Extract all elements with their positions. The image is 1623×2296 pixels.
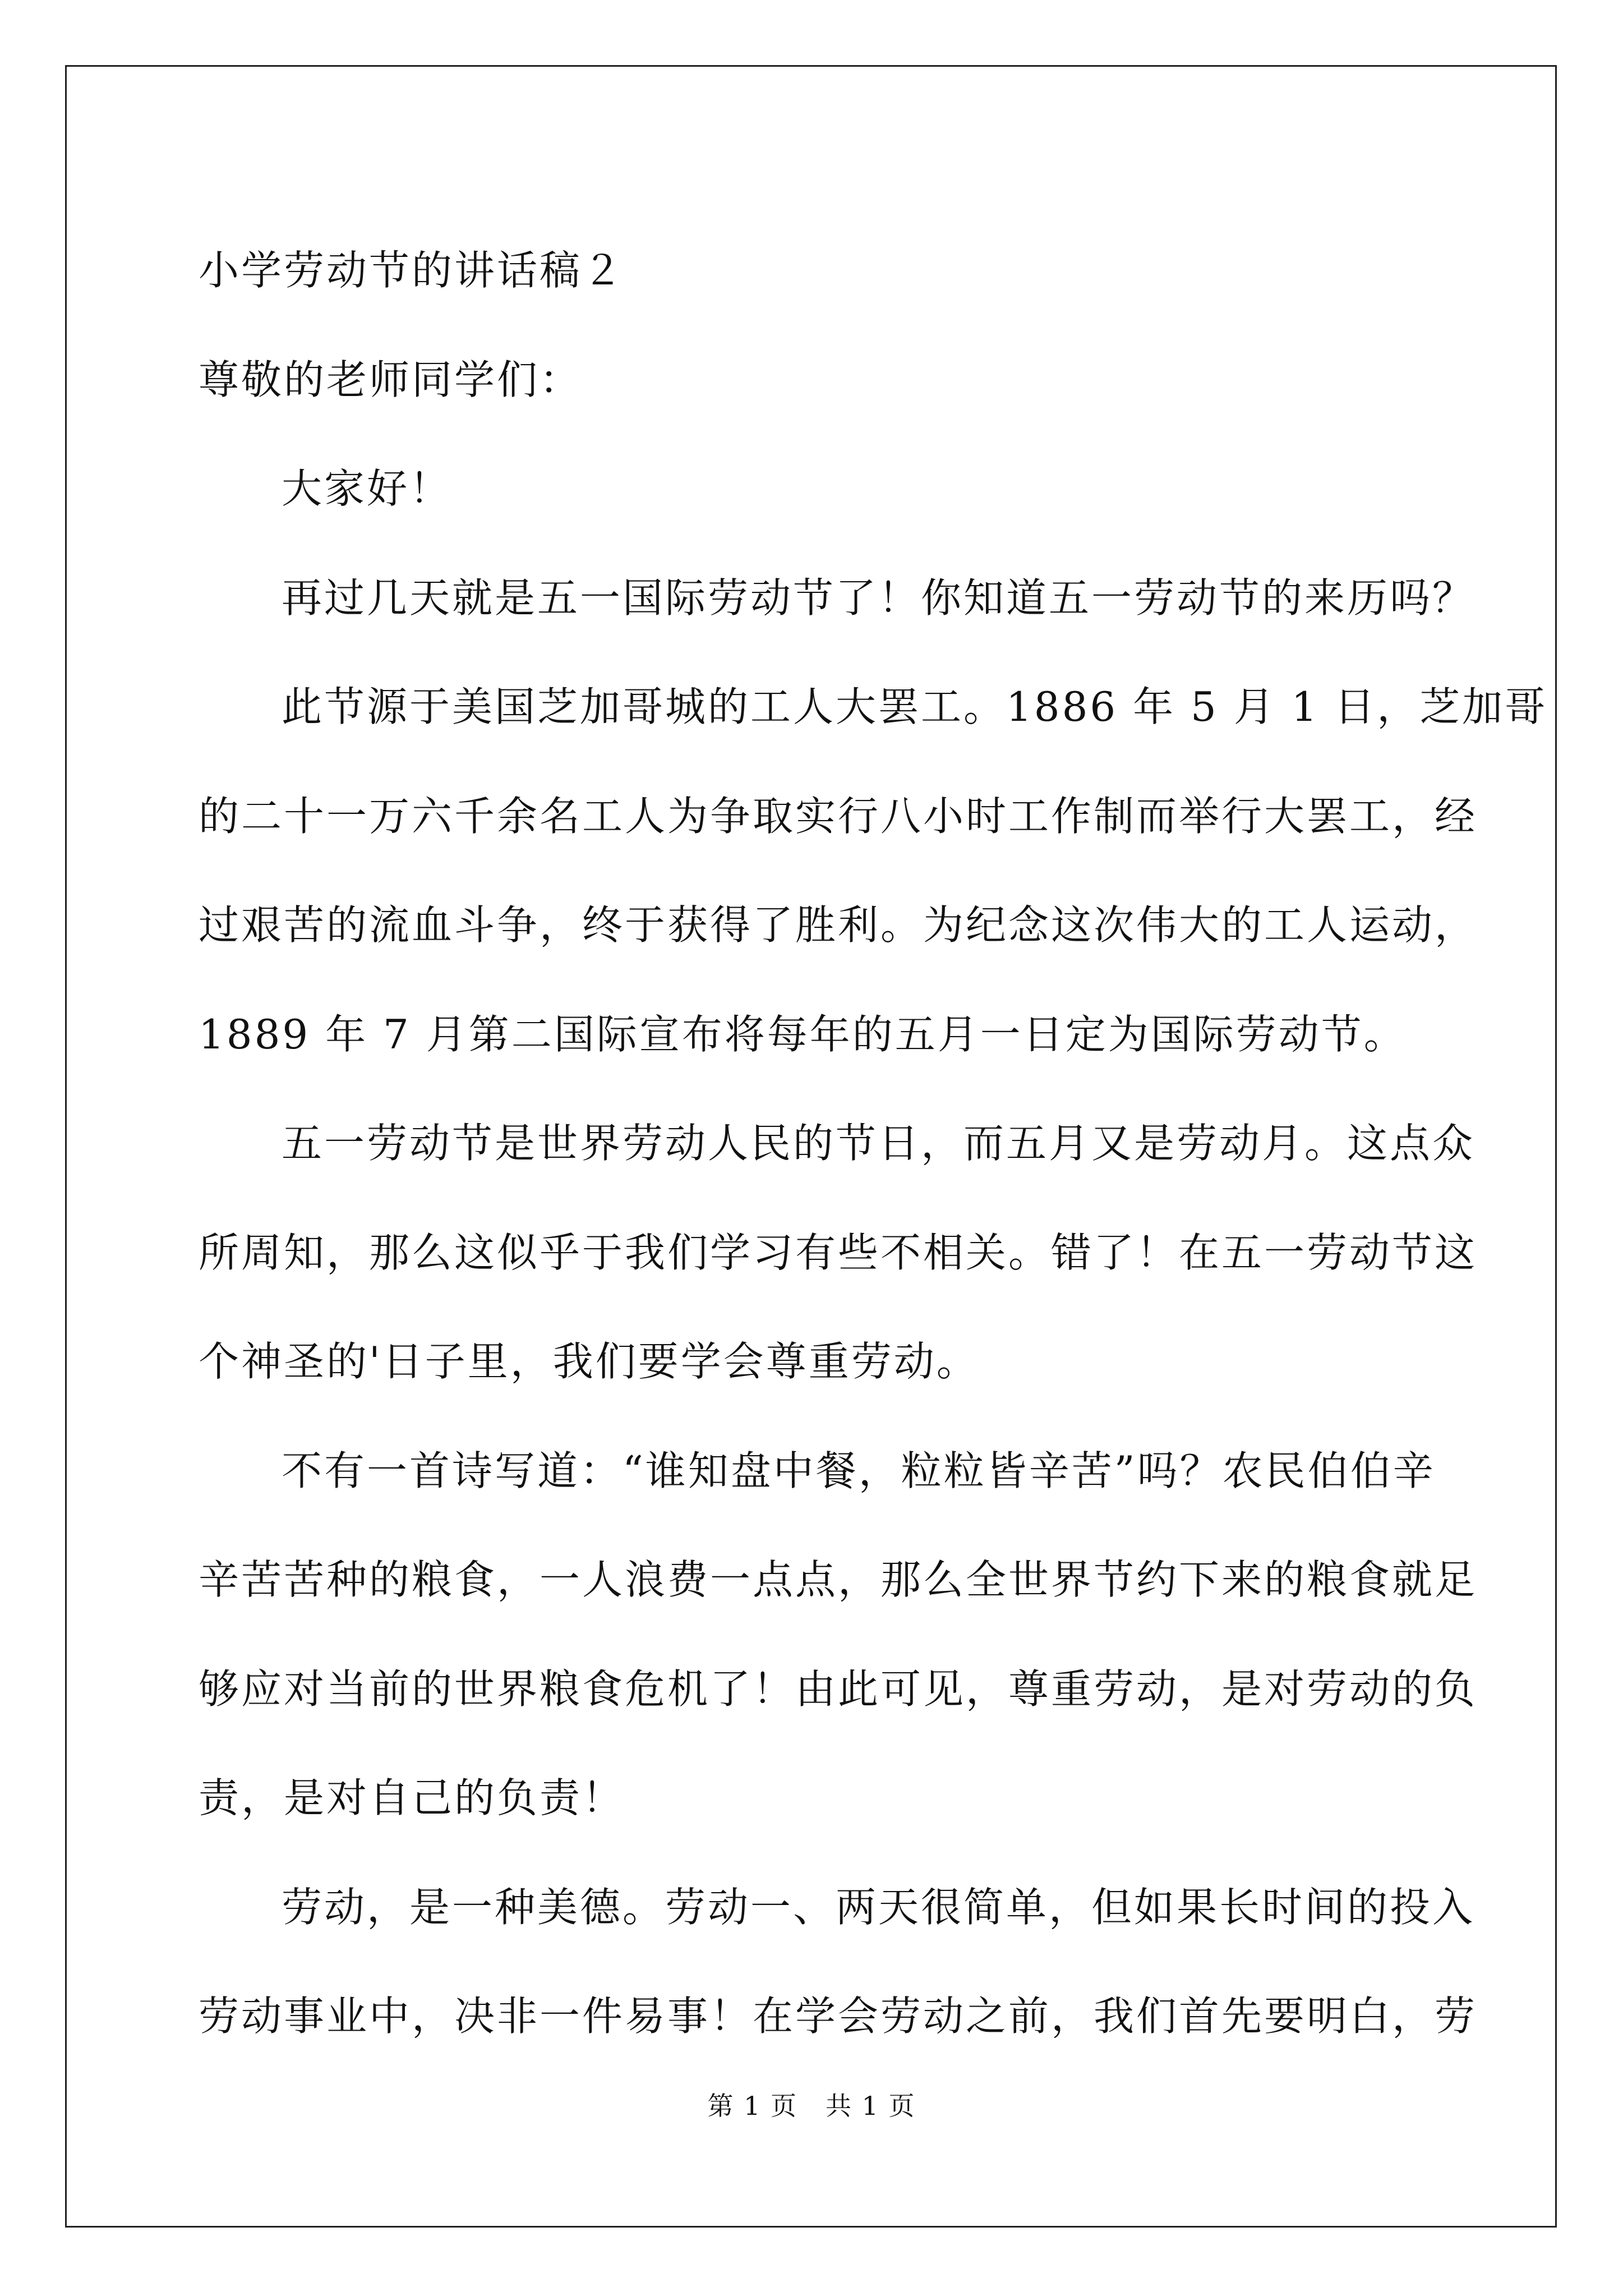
paragraph-line: 再过几天就是五一国际劳动节了！你知道五一劳动节的来历吗？ — [282, 574, 1476, 622]
greeting: 大家好！ — [282, 465, 453, 512]
page-number: 第 1 页 — [707, 2091, 797, 2121]
paragraph-line: 所周知，那么这似乎于我们学习有些不相关。错了！在五一劳动节这 — [199, 1228, 1478, 1276]
paragraph-line: 个神圣的'日子里，我们要学会尊重劳动。 — [199, 1338, 979, 1385]
paragraph-line: 不有一首诗写道：“谁知盘中餐，粒粒皆辛苦”吗？农民伯伯辛 — [282, 1447, 1436, 1494]
paragraph-line: 责，是对自己的负责！ — [199, 1774, 625, 1821]
paragraph-line: 劳动，是一种美德。劳动一、两天很简单，但如果长时间的投入 — [282, 1883, 1476, 1931]
paragraph-line: 辛苦苦种的粮食，一人浪费一点点，那么全世界节约下来的粮食就足 — [199, 1556, 1478, 1603]
paragraph-line: 够应对当前的世界粮食危机了！由此可见，尊重劳动，是对劳动的负 — [199, 1665, 1478, 1713]
paragraph-line: 的二十一万六千余名工人为争取实行八小时工作制而举行大罢工，经 — [199, 792, 1478, 840]
document-title: 小学劳动节的讲话稿２ — [199, 247, 625, 294]
paragraph-line: 1889 年 7 月第二国际宣布将每年的五月一日定为国际劳动节。 — [199, 1010, 1407, 1058]
salutation: 尊敬的老师同学们： — [199, 356, 583, 403]
page-footer — [0, 2086, 1623, 2123]
page-total: 共 1 页 — [826, 2091, 916, 2121]
document-body — [199, 216, 1548, 2071]
paragraph-line: 五一劳动节是世界劳动人民的节日，而五月又是劳动月。这点众 — [282, 1120, 1476, 1167]
paragraph-line: 此节源于美国芝加哥城的工人大罢工。1886 年 5 月 1 日，芝加哥 — [282, 683, 1548, 730]
paragraph-line: 过艰苦的流血斗争，终于获得了胜利。为纪念这次伟大的工人运动， — [199, 901, 1478, 949]
paragraph-line: 劳动事业中，决非一件易事！在学会劳动之前，我们首先要明白，劳 — [199, 1993, 1478, 2040]
